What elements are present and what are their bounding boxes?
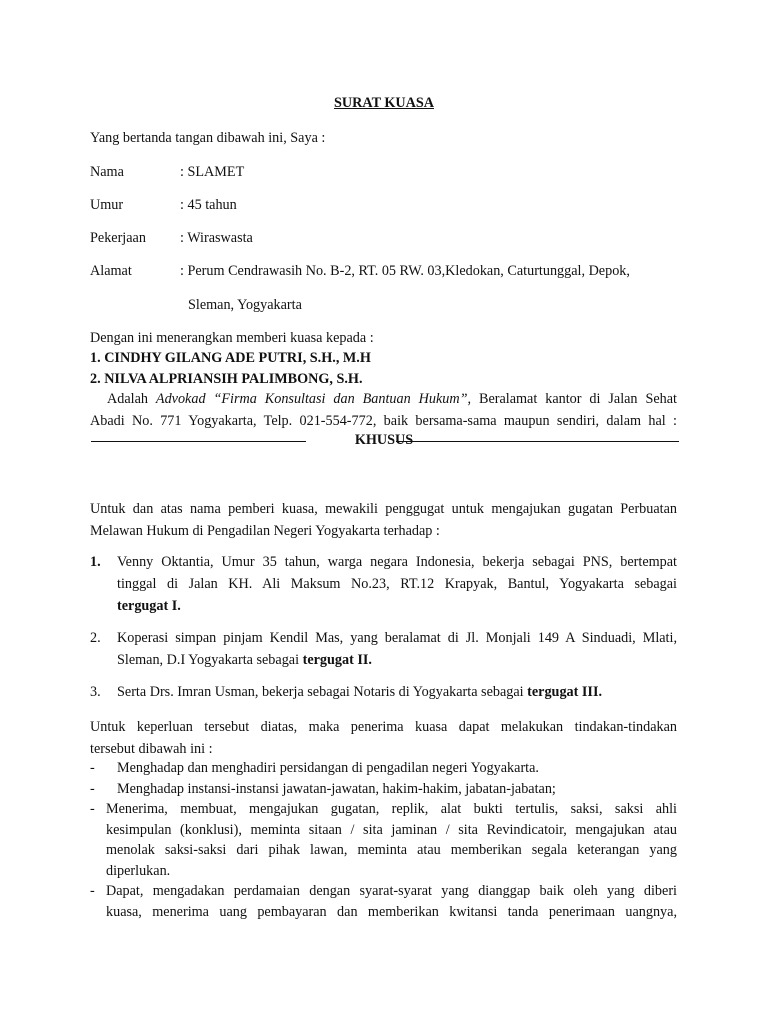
field-label-nama: Nama [90,164,124,180]
defendant-number: 1. [90,554,101,570]
grantee-intro: Dengan ini menerangkan memberi kuasa kepada : [90,330,374,346]
bullet-dash: - [90,801,95,817]
defendant-line [117,649,677,671]
bullet-dash: - [90,781,95,797]
grantee-1: 1. CINDHY GILANG ADE PUTRI, S.H., M.H [90,350,371,366]
bullet-dash: - [90,760,95,776]
action-line: Dapat, mengadakan perdamaian dengan syarat-syarat yang dianggap baik oleh yang diberi [106,883,677,899]
defendant-role: tergugat II. [302,652,372,668]
defendant-line: tinggal di Jalan KH. Ali Maksum No.23, RT.12 Krapyak, Bantul, Yogyakarta sebagai [117,576,677,592]
defendant-text: Sleman, D.I Yogyakarta sebagai [117,652,303,668]
document-title: SURAT KUASA [334,95,434,111]
defendant-number: 2. [90,630,101,646]
defendant-item-3 [117,681,677,703]
defendant-text: Serta Drs. Imran Usman, bekerja sebagai Notaris di Yogyakarta sebagai [117,684,528,700]
field-value-alamat: : Perum Cendrawasih No. B-2, RT. 05 RW. 03,Kledokan, Caturtunggal, Depok, [180,263,630,279]
advocate-line-2: Abadi No. 771 Yogyakarta, Telp. 021-554-772, baik bersama-sama maupun sendiri, dalam hal : [90,413,677,429]
purpose-paragraph [90,498,677,542]
actions-intro-line: Untuk keperluan tersebut diatas, maka penerima kuasa dapat melakukan tindakan-tindakan [90,719,677,735]
defendant-role: tergugat III. [527,684,603,700]
defendant-line [117,681,677,703]
divider-right [396,441,679,442]
field-label-alamat: Alamat [90,263,132,279]
field-value-umur: : 45 tahun [180,197,237,213]
defendant-item-1 [117,551,677,617]
action-line: menolak saksi-saksi dari pihak lawan, meminta atau memberikan segala keterangan yang [106,842,677,858]
actions-intro-line: tersebut dibawah ini : [90,741,213,757]
action-line: kesimpulan (konklusi), meminta sitaan / sita jaminan / sita Revindicatoir, mengajukan atau [106,821,677,838]
action-line: kuasa, menerima uang pembayaran dan memberikan kwitansi tanda penerimaan uangnya, [106,903,677,920]
purpose-line: Untuk dan atas nama pemberi kuasa, mewakili penggugat untuk mengajukan gugatan Perbuatan [90,501,677,517]
action-item-3 [106,799,677,881]
defendant-item-2 [117,627,677,671]
defendant-role: tergugat I. [117,598,181,614]
advocate-prefix: Adalah [107,391,156,407]
grantee-2: 2. NILVA ALPRIANSIH PALIMBONG, S.H. [90,371,363,387]
purpose-line: Melawan Hukum di Pengadilan Negeri Yogyakarta terhadap : [90,523,440,539]
defendant-line: Koperasi simpan pinjam Kendil Mas, yang beralamat di Jl. Monjali 149 A Sinduadi, Mlati, [117,630,677,646]
firm-name: Advokad “Firma Konsultasi dan Bantuan Hukum” [155,391,468,407]
bullet-dash: - [90,883,95,899]
advocate-line-1 [90,388,677,410]
advocate-paragraph [90,388,677,432]
field-label-pekerjaan: Pekerjaan [90,230,146,246]
field-value-pekerjaan: : Wiraswasta [180,230,253,246]
intro-text: Yang bertanda tangan dibawah ini, Saya : [90,130,326,146]
action-line: Menerima, membuat, mengajukan gugatan, replik, alat bukti tertulis, saksi, saksi ahli [106,801,677,817]
advocate-suffix: , Beralamat kantor di Jalan Sehat [467,391,677,407]
defendant-line: Venny Oktantia, Umur 35 tahun, warga negara Indonesia, bekerja sebagai PNS, bertempat [117,554,677,570]
actions-intro [90,716,677,760]
action-line: diperlukan. [106,862,171,879]
field-label-umur: Umur [90,197,124,213]
khusus-heading: KHUSUS [354,432,414,448]
field-value-nama: : SLAMET [180,164,245,180]
action-item-1 [117,758,677,779]
action-item-2 [117,779,677,800]
action-item-4 [106,881,677,922]
action-line: Menghadap instansi-instansi jawatan-jawatan, hakim-hakim, jabatan-jabatan; [117,781,556,797]
defendant-number: 3. [90,684,101,700]
address-continuation: Sleman, Yogyakarta [188,297,302,313]
action-line: Menghadap dan menghadiri persidangan di pengadilan negeri Yogyakarta. [117,760,539,776]
